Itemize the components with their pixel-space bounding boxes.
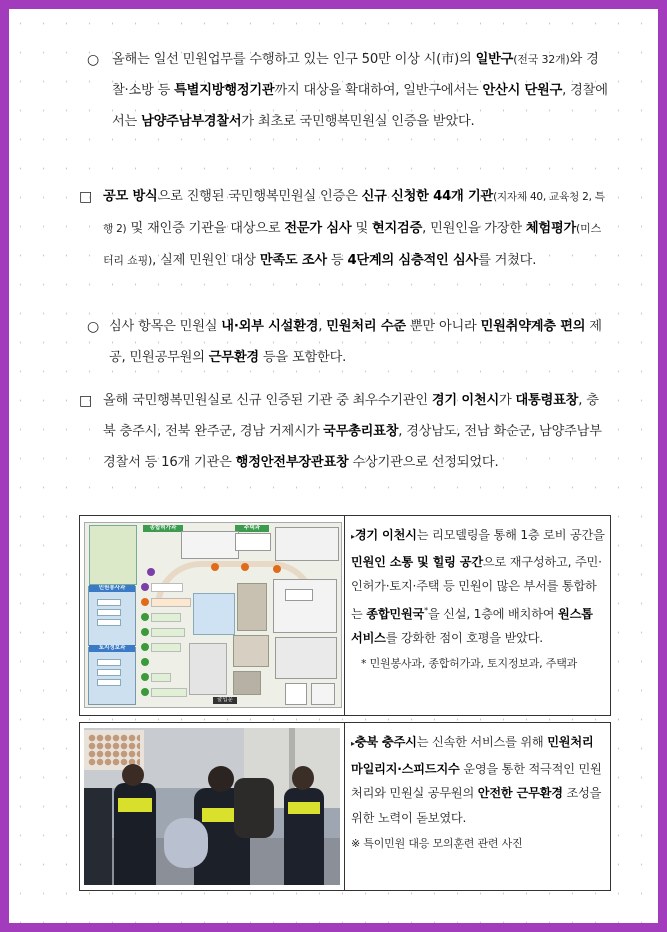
square-bullet-icon: □ — [79, 189, 93, 205]
case-box-icheon — [79, 515, 611, 716]
floor-plan-image: 민원봉사과 토지정보과 종합허가과 주택과 출입문 — [84, 522, 342, 708]
circle-bullet-icon: ○ — [87, 319, 100, 335]
square-bullet-icon: □ — [79, 393, 93, 409]
photo-cell — [80, 723, 345, 890]
paragraph-2: 공모 방식으로 진행된 국민행복민원실 인증은 신규 신청한 44개 기관(지자체 40, 교육청 2, 특행 2) 및 재인증 기관을 대상으로 전문가 심사 및 현지검증, 민원인을 가장한 체험평가(미스터리 쇼핑), 실제 민원인 대상 만족도 조사 등 4단계의 심층적인 심사를 거쳤다. — [103, 189, 605, 268]
case-text-icheon: ▸경기 이천시는 리모델링을 통해 1층 로비 공간을 민원인 소통 및 힐링 공간으로 재구성하고, 주민·인허가·토지·주택 등 민원이 많은 부서를 통합하는 종합민원국*을 신설, 1층에 배치하여 원스톱 서비스를 강화한 점이 호평을 받았다. * 민원봉사과, 종합허가과, 토지정보과, 주택과 — [345, 516, 610, 715]
drill-photo — [84, 728, 340, 885]
paragraph-1: 올해는 일선 민원업무를 수행하고 있는 인구 50만 이상 시(市)의 일반구(전국 32개)와 경찰·소방 등 특별지방행정기관까지 대상을 확대하여, 일반구에서는 안산시 단원구, 경찰에서는 남양주남부경찰서가 최초로 국민행복민원실 인증을 받았다. — [112, 52, 608, 129]
photo-caption: ※ 특이민원 대응 모의훈련 관련 사진 — [351, 837, 523, 850]
case-text-chungju: ▸충북 충주시는 신속한 서비스를 위해 민원처리 마일리지·스피드지수 운영을 통한 적극적인 민원처리와 민원실 공무원의 안전한 근무환경 조성을 위한 노력이 돋보였다. ※ 특이민원 대응 모의훈련 관련 사진 — [345, 723, 610, 890]
case-box-chungju — [79, 722, 611, 891]
circle-bullet-icon: ○ — [87, 52, 100, 68]
paragraph-3: 심사 항목은 민원실 내·외부 시설환경, 민원처리 수준 뿐만 아니라 민원취약계층 편의 제공, 민원공무원의 근무환경 등을 포함한다. — [109, 319, 602, 365]
paragraph-4: 올해 국민행복민원실로 신규 인증된 기관 중 최우수기관인 경기 이천시가 대통령표창, 충북 충주시, 전북 완주군, 경남 거제시가 국무총리표창, 경상남도, 전남 화순군, 남양주남부경찰서 등 16개 기관은 행정안전부장관표창 수상기관으로 선정되었다. — [103, 393, 602, 470]
case-footnote: * 민원봉사과, 종합허가과, 토지정보과, 주택과 — [361, 656, 578, 670]
floor-plan-cell — [80, 516, 345, 715]
